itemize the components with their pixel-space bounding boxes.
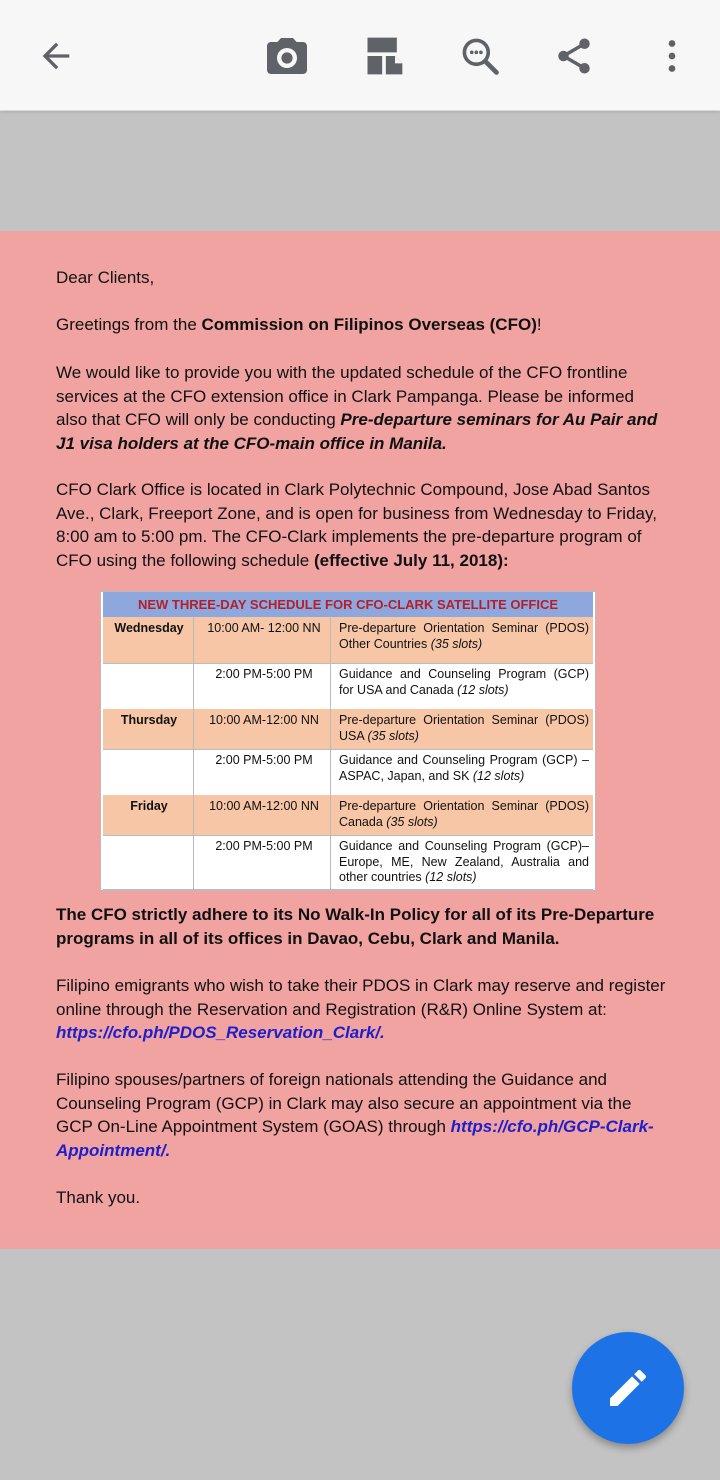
more-vert-icon (652, 36, 692, 76)
schedule-day: Thursday (120, 713, 178, 727)
schedule-row (103, 835, 593, 889)
pdos-reservation-link[interactable]: https://cfo.ph/PDOS_Reservation_Clark/. (56, 1023, 385, 1043)
schedule-row (103, 617, 593, 663)
schedule-time: 10:00 AM-12:00 NN (209, 713, 319, 727)
more-options-button[interactable] (646, 30, 698, 82)
schedule-row (103, 709, 593, 749)
back-button[interactable] (30, 30, 82, 82)
schedule-time: 10:00 AM- 12:00 NN (207, 621, 321, 635)
top-toolbar (0, 0, 720, 111)
schedule-description: Pre-departure Orientation Seminar (PDOS) Other Countries (35 slots) (339, 621, 589, 651)
schedule-title: NEW THREE-DAY SCHEDULE FOR CFO-CLARK SATELLITE OFFICE (103, 592, 593, 617)
location-paragraph: CFO Clark Office is located in Clark Polytechnic Compound, Jose Abad Santos Ave., Clark, Freeport Zone, and is open for business from Wednesday to Friday, 8:00 am to 5:00 pm. The CFO-Clark implements the pre-departure program of CFO using the following schedule (effective July 11, 2018): (56, 480, 657, 570)
schedule-day: Wednesday (114, 621, 184, 635)
schedule-description: Guidance and Counseling Program (GCP) –ASPAC, Japan, and SK (12 slots) (339, 753, 589, 783)
camera-icon (263, 32, 311, 80)
schedule-row (103, 795, 593, 835)
arrow-left-icon (36, 36, 76, 76)
greeting: Greetings from the Commission on Filipinos Overseas (CFO)! (56, 315, 542, 334)
search-button[interactable] (454, 30, 506, 82)
intro-paragraph: We would like to provide you with the updated schedule of the CFO frontline services at the CFO extension office in Clark Pampanga. Please be informed also that CFO will only be conducting Pre-departure seminars for Au Pair and J1 visa holders at the CFO-main office in Manila. (56, 363, 658, 453)
schedule-time: 2:00 PM-5:00 PM (215, 839, 313, 853)
pencil-edit-icon (604, 1364, 652, 1412)
schedule-description: Pre-departure Orientation Seminar (PDOS) USA (35 slots) (339, 713, 589, 743)
layout-icon (362, 33, 406, 79)
share-button[interactable] (548, 30, 600, 82)
schedule-description: Guidance and Counseling Program (GCP) for USA and Canada (12 slots) (339, 667, 589, 697)
salutation: Dear Clients, (56, 268, 155, 287)
schedule-time: 2:00 PM-5:00 PM (215, 753, 313, 767)
schedule-table-image (100, 591, 596, 891)
closing: Thank you. (56, 1188, 141, 1207)
schedule-time: 10:00 AM-12:00 NN (209, 799, 319, 813)
schedule-row (103, 663, 593, 709)
document-page (0, 231, 720, 1249)
search-zoom-icon (458, 34, 502, 78)
layout-button[interactable] (358, 30, 410, 82)
edit-fab-button[interactable] (572, 1332, 684, 1444)
no-walk-in-policy: The CFO strictly adhere to its No Walk-In Policy for all of its Pre-Departure programs in all of its offices in Davao, Cebu, Clark and Manila. (56, 905, 655, 948)
schedule-description: Pre-departure Orientation Seminar (PDOS) Canada (35 slots) (339, 799, 589, 829)
schedule-row (103, 749, 593, 795)
gcp-appointment-link[interactable]: https://cfo.ph/GCP-Clark-Appointment/. (56, 1117, 654, 1160)
camera-button[interactable] (261, 30, 313, 82)
share-icon (553, 35, 595, 77)
schedule-description: Guidance and Counseling Program (GCP)–Europe, ME, New Zealand, Australia and other countries (12 slots) (339, 839, 589, 884)
gcp-paragraph: Filipino spouses/partners of foreign nationals attending the Guidance and Counseling Program (GCP) in Clark may also secure an appointment via the GCP On-Line Appointment System (GOAS) through https://cfo.ph/GCP-Clark-Appointment/. (56, 1070, 654, 1160)
schedule-time: 2:00 PM-5:00 PM (215, 667, 313, 681)
schedule-day: Friday (130, 799, 168, 813)
pdos-paragraph: Filipino emigrants who wish to take their PDOS in Clark may reserve and register online through the Reservation and Registration (R&R) Online System at: https://cfo.ph/PDOS_Reservation_Clark/. (56, 976, 666, 1043)
